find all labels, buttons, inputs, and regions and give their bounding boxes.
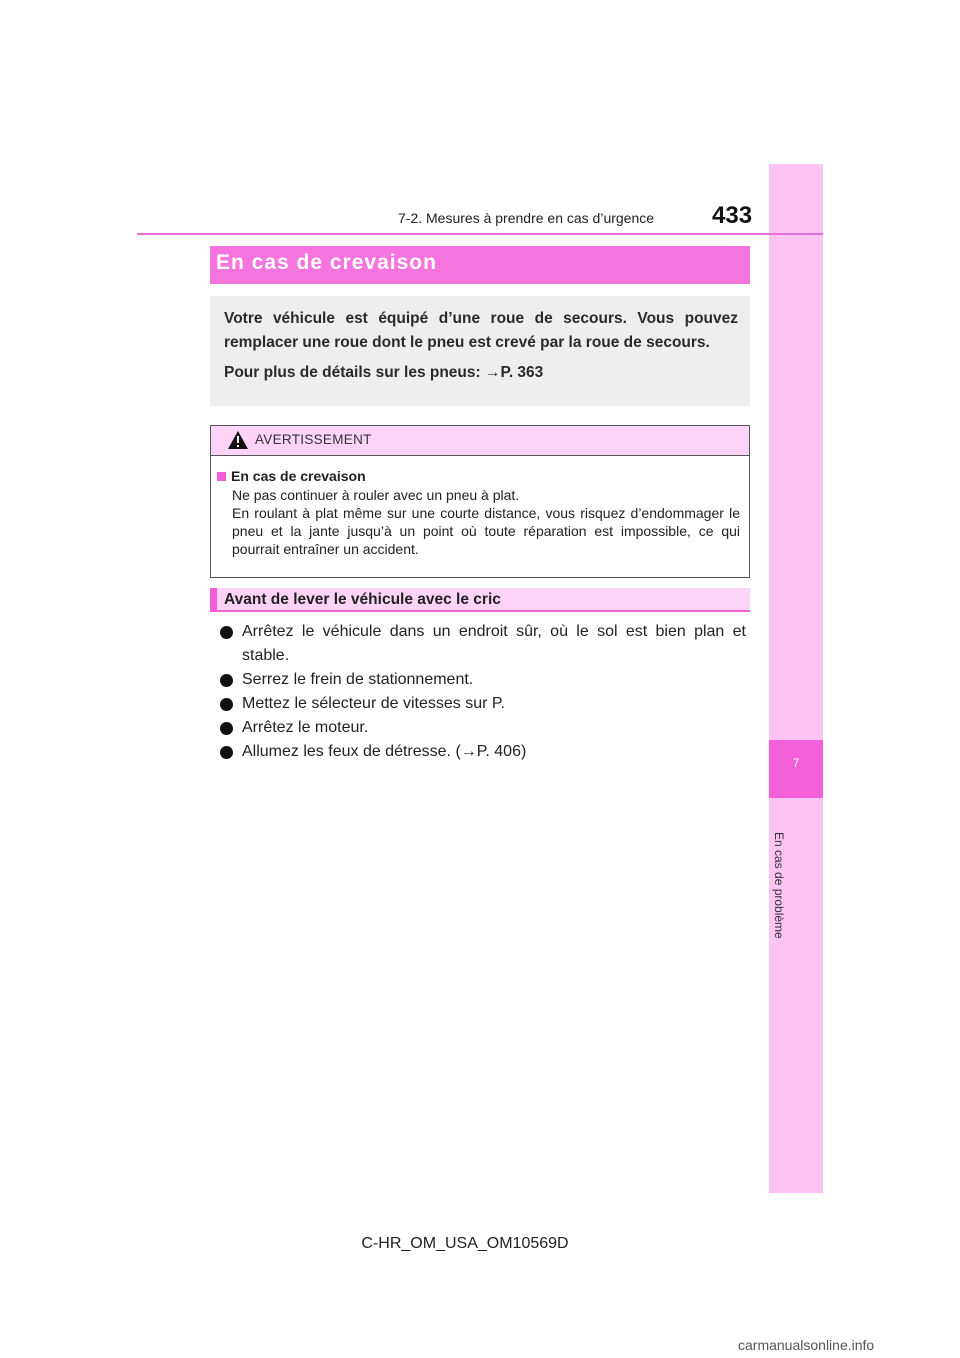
list-item: Arrêtez le véhicule dans un endroit sûr, où le sol est bien plan et stable. (220, 620, 746, 668)
page-number: 433 (712, 202, 753, 229)
intro-reference-link[interactable]: Pour plus de détails sur les pneus: →P. 363 (224, 364, 544, 381)
warning-subtitle (217, 467, 740, 485)
intro-paragraph: Votre véhicule est équipé d’une roue de secours. Vous pouvez remplacer une roue dont le pneu est crevé par la roue de secours. (224, 310, 738, 351)
bullet-icon (220, 626, 233, 639)
watermark: carmanualsonline.info (738, 1337, 875, 1353)
warning-line-2: En roulant à plat même sur une courte distance, vous risquez d’endommager le pneu et la jante jusqu’à un point où toute réparation est impossible, ce qui pourrait entraîner un accident. (232, 505, 740, 557)
warning-body (211, 456, 749, 558)
list-item: Mettez le sélecteur de vitesses sur P. (220, 692, 746, 716)
warning-triangle-icon (227, 430, 249, 450)
warning-label: AVERTISSEMENT (255, 432, 372, 447)
instruction-list (220, 620, 746, 764)
chapter-title: En cas de problème (772, 832, 786, 939)
list-item: Arrêtez le moteur. (220, 716, 746, 740)
square-bullet-icon (217, 472, 226, 481)
warning-header (211, 426, 749, 456)
subsection-title: Avant de lever le véhicule avec le cric (224, 591, 501, 608)
bullet-icon (220, 746, 233, 759)
intro-box (210, 296, 750, 406)
section-header: 7-2. Mesures à prendre en cas d’urgence (398, 210, 655, 226)
chapter-number: 7 (792, 756, 800, 770)
bullet-icon (220, 674, 233, 687)
list-item[interactable]: Allumez les feux de détresse. (→P. 406) (220, 740, 746, 764)
bullet-icon (220, 698, 233, 711)
warning-subtitle-text: En cas de crevaison (231, 468, 366, 484)
bullet-icon (220, 722, 233, 735)
header-divider (137, 233, 823, 235)
warning-line-1: Ne pas continuer à rouler avec un pneu à plat. (232, 487, 520, 503)
document-code: C-HR_OM_USA_OM10569D (361, 1235, 569, 1252)
list-item: Serrez le frein de stationnement. (220, 668, 746, 692)
page-title: En cas de crevaison (216, 251, 437, 274)
warning-box (210, 425, 750, 578)
chapter-side-tab (769, 164, 823, 1193)
